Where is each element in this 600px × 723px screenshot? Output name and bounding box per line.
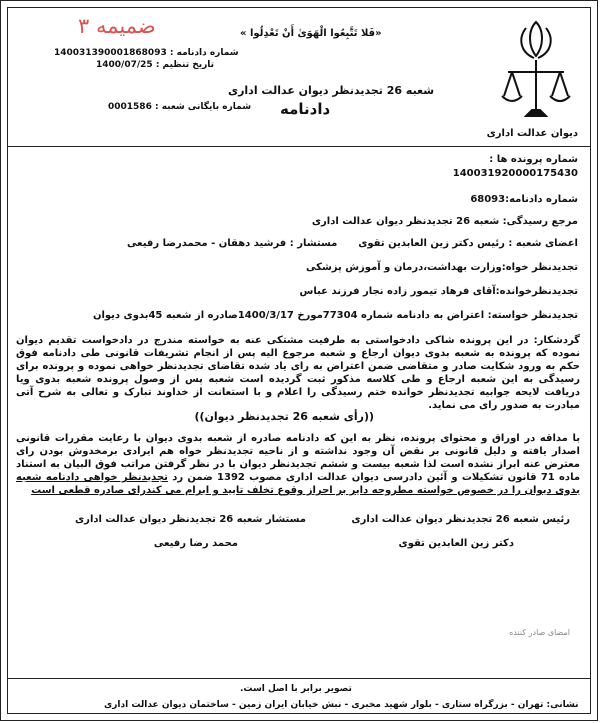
- meta-label: تاریخ تنظیم :: [155, 60, 215, 70]
- head-name: دکتر زین العابدین تقوی: [398, 538, 514, 549]
- meta-value: 140031390001868093: [54, 48, 167, 58]
- meta-label: شماره دادنامه :: [169, 48, 239, 58]
- ruling-underlined-text: تجدیدنظر خواهی دادنامه شعبه بدوی دیوان را در خصوص خواسته مطروحه دایر بر احراز وقوع تخلف تایید و ابرام می کندرای صادره قطعی است: [16, 472, 580, 496]
- judgment-number-meta: [54, 48, 239, 58]
- iran-emblem-with-scales-icon: [500, 16, 572, 136]
- judgment-number-line: [470, 194, 578, 205]
- file-number: 140031920000175430: [452, 168, 578, 179]
- quran-verse: «فَلا تَتَّبِعُوا الْهَوَىٰ أَنْ تَعْدِلُوا »: [240, 28, 382, 39]
- ruling-heading: ((رأی شعبه 26 تجدیدنظر دیوان)): [194, 410, 374, 423]
- ruling-paragraph: [16, 432, 580, 497]
- appellant-line: تجدیدنظر خواه:وزارت بهداشت،درمان و آموزش پزشکی: [306, 262, 578, 273]
- footer-address: نشانی: تهران - بزرگراه ستاری - بلوار شهید مخبری - نبش خیابان ایران زمین - ساختمان دیوان عدالت اداری: [104, 700, 579, 710]
- header-divider: [8, 146, 590, 147]
- footer-divider: [8, 678, 590, 679]
- ruling-text: با مداقه در اوراق و محتوای پرونده، نظر به این که دادنامه صادره از شعبه بدوی دیوان با رعایت مقررات قانونی اصدار یافته و دلیل قانونی بر نقض آن وجود نداشته و از ناحیه تجدیدنظر خواه هم ایرادی برمخدوش بودن رای معترض عنه ابراز نشده است لذا شعبه بیست و ششم تجدیدنظر دیوان با در نظر گرفتن مراتب فوق البیان به استناد ماده 71 قانون تشکیلات و آئین دادرسی دیوان عدالت اداری مصوب 1392 ضمن رد: [16, 433, 581, 483]
- issue-date-meta: [96, 60, 214, 70]
- meta-label: شماره بایگانی شعبه :: [154, 102, 252, 112]
- copy-note: تصویر برابر با اصل است.: [240, 684, 352, 694]
- branch-title: شعبه 26 تجدیدنظر دیوان عدالت اداری: [228, 84, 435, 97]
- document-title: دادنامه: [280, 100, 331, 118]
- file-number-label: شماره پرونده ها :: [489, 154, 578, 165]
- issuer-signature-label: امضای صادر کننده: [509, 628, 570, 637]
- reference-line: مرجع رسیدگی: شعبه 26 تجدیدنظر دیوان عدالت اداری: [311, 216, 578, 227]
- court-label: دیوان عدالت اداری: [486, 128, 578, 139]
- request-line: تجدیدنظر خواسته: اعتراض به دادنامه شماره 77304مورخ 1400/3/17صادره از شعبه 45بدوی دیوان: [92, 310, 578, 321]
- counsel-title: مستشار شعبه 26 تجدیدنظر دیوان عدالت اداری: [75, 514, 306, 525]
- counsel-name: محمد رضا رفیعی: [153, 538, 238, 549]
- appellee-line: تجدیدنظرخوانده:آقای فرهاد تیمور زاده نجار فرزند عباس: [299, 286, 578, 297]
- members-line: اعضای شعبه : رئیس دکتر زین العابدین تقوی مستشار : فرشید دهقان - محمدرضا رفیعی: [126, 238, 578, 249]
- annex-label: ضمیمه ۳: [78, 14, 156, 38]
- judgment-number: 68093: [470, 194, 506, 205]
- document-frame: [7, 7, 591, 714]
- judgment-number-label: شماره دادنامه:: [505, 194, 578, 205]
- head-title: رئیس شعبه 26 تجدیدنظر دیوان عدالت اداری: [351, 514, 570, 525]
- report-paragraph: گردشکار: در این پرونده شاکی دادخواستی به طرفیت مشتکی عنه به خواسته مندرج در دادخواست تقدیم دیوان نموده که پرونده به شعبه بدوی دیوان ارجاع و شعبه مرجوع الیه پس از انجام تشریفات قانونی طی دادنامه فوق حکم به ورود شکایت صادر و متقاضی ضمن اعتراض به رای یاد شده تقاضای تجدیدنظر خواهی نموده و پرونده برای رسیدگی به این شعبه ارجاع و طی کلاسه مذکور ثبت گردیده است شعبه پس از وصول پرونده شعبه بدوی ویا دریافت لایحه جوابیه تجدیدنظر خوانده ختم رسیدگی را اعلام و با استعانت از خداوند تبارک و تعالی به شرح آتی مبادرت به صدور رای می نماید.: [16, 335, 580, 411]
- meta-value: 0001586: [108, 102, 152, 112]
- meta-value: 1400/07/25: [96, 60, 153, 70]
- archive-number-meta: [108, 102, 251, 112]
